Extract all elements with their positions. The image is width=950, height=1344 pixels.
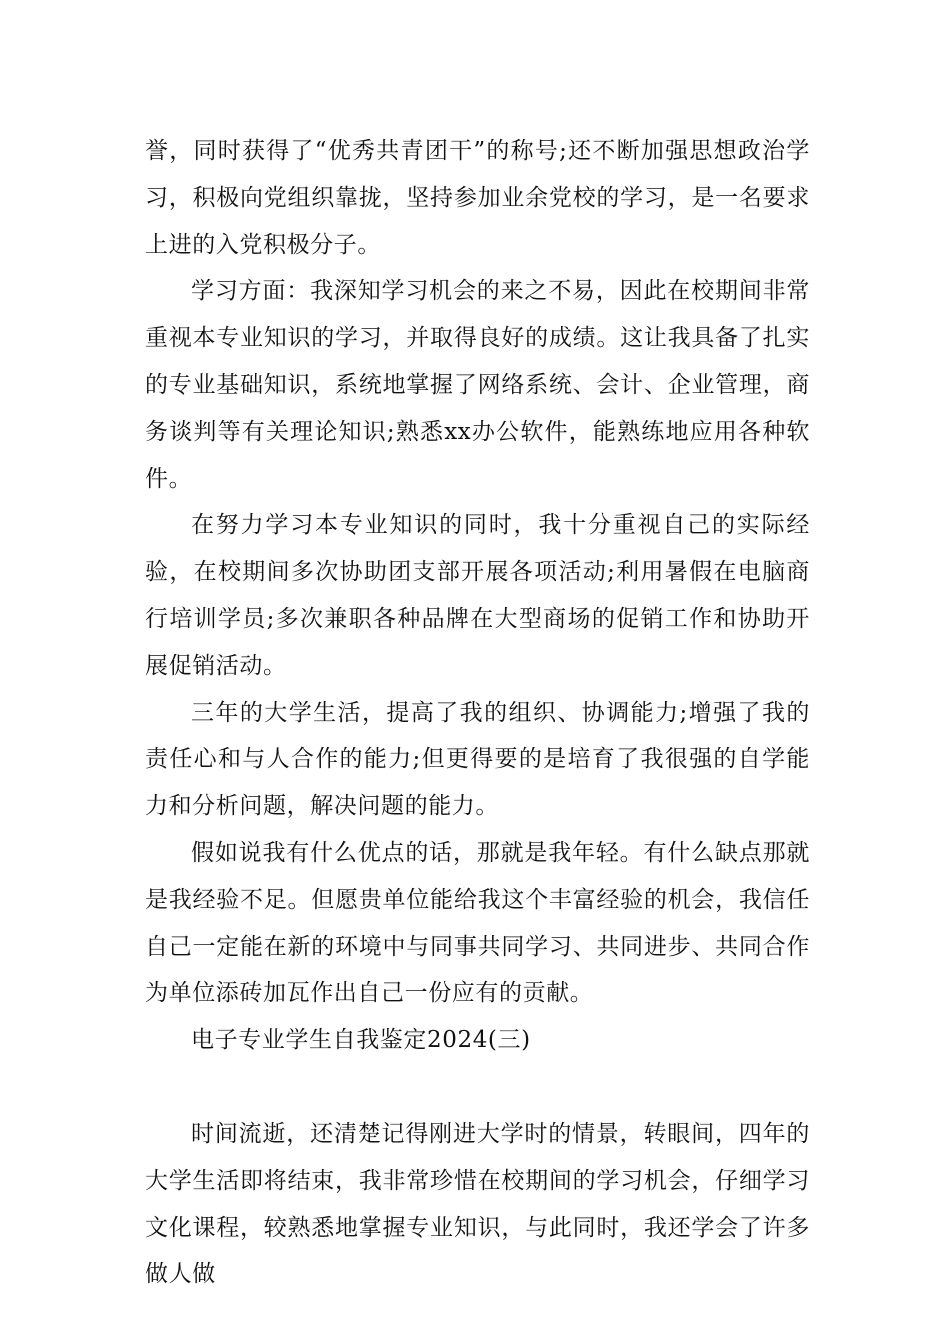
paragraph-abilities: 三年的大学生活，提高了我的组织、协调能力;增强了我的责任心和与人合作的能力;但更得要的是培育了我很强的自学能力和分析问题，解决问题的能力。 (145, 699, 810, 820)
paragraph-continuation: 誉，同时获得了“优秀共青团干”的称号;还不断加强思想政治学习，积极向党组织靠拢，坚持参加业余党校的学习，是一名要求上进的入党积极分子。 (145, 138, 810, 258)
paragraph-study: 学习方面：我深知学习机会的来之不易，因此在校期间非常重视本专业知识的学习，并取得良好的成绩。这让我具备了扎实的专业基础知识，系统地掌握了网络系统、会计、企业管理，商务谈判等有关理论知识;熟悉xx办公软件，能熟练地应用各种软件。 (145, 278, 810, 492)
paragraph-strengths: 假如说我有什么优点的话，那就是我年轻。有什么缺点那就是我经验不足。但愿贵单位能给我这个丰富经验的机会，我信任自己一定能在新的环境中与同事共同学习、共同进步、共同合作为单位添砖加瓦作出自己一份应有的贡献。 (145, 839, 810, 1007)
section-spacer (145, 1064, 810, 1111)
section-title: 电子专业学生自我鉴定2024(三) (191, 1027, 531, 1054)
paragraph-section-three: 时间流逝，还清楚记得刚进大学时的情景，转眼间，四年的大学生活即将结束，我非常珍惜在校期间的学习机会，仔细学习文化课程，较熟悉地掌握专业知识，与此同时，我还学会了许多做人做 (145, 1120, 810, 1288)
paragraph-practice: 在努力学习本专业知识的同时，我十分重视自己的实际经验，在校期间多次协助团支部开展各项活动;利用暑假在电脑商行培训学员;多次兼职各种品牌在大型商场的促销工作和协助开展促销活动。 (145, 512, 810, 679)
document-body (145, 128, 810, 1298)
